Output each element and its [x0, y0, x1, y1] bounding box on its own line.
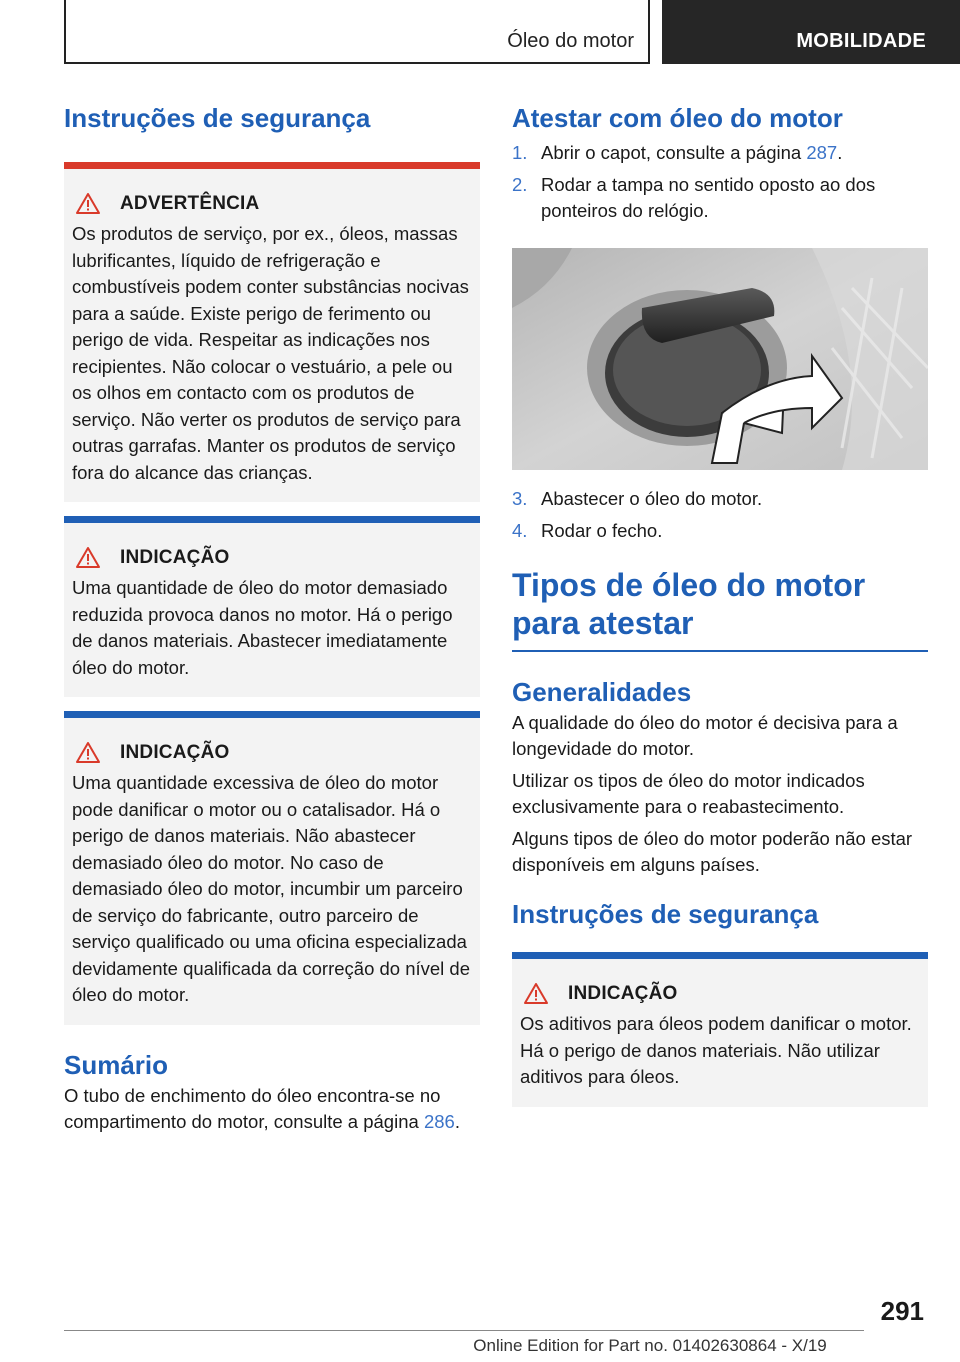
notice-callout — [512, 952, 928, 1107]
step-text: Abastecer o óleo do motor. — [541, 488, 763, 509]
heading-refill-oil: Atestar com óleo do motor — [512, 103, 843, 133]
step-item — [512, 518, 928, 544]
page-number: 291 — [880, 1296, 924, 1326]
general-paragraph-2: Utilizar os tipos de óleo do motor indicados exclusivamente para o reabastecimento. — [512, 770, 865, 817]
steps-list-a — [512, 140, 928, 224]
warning-triangle-icon — [524, 982, 560, 1006]
heading-summary: Sumário — [64, 1049, 169, 1080]
heading-safety-instructions: Instruções de segurança — [64, 103, 371, 133]
oil-cap-illustration — [512, 248, 928, 470]
callout-text: Os aditivos para óleos podem danificar o motor. Há o perigo de danos materiais. Não utilizar aditivos para óleos. — [520, 1013, 912, 1087]
callout-title: INDICAÇÃO — [120, 742, 230, 763]
heading-general: Generalidades — [512, 677, 692, 707]
right-column — [512, 100, 928, 1107]
callout-text: Uma quantidade excessiva de óleo do motor pode danificar o motor ou o catalisador. Há o perigo de danos materiais. Não abastecer demasiado óleo do motor. No caso de demasiado óleo do motor, incumbir um parceiro de serviço do fabricante, outro parceiro de serviço qualificado ou uma oficina especializada devidamente qualificada da correção do nível de óleo do motor. — [72, 772, 471, 1005]
header-topic-box — [64, 0, 650, 64]
header-section-tab — [662, 0, 960, 64]
header-section-label: MOBILIDADE — [796, 30, 926, 52]
step-body: Abrir o capot, consulte a página — [541, 142, 807, 163]
steps-list-b — [512, 486, 928, 544]
page-link-287[interactable]: 287 — [806, 142, 838, 163]
step-text: Rodar o fecho. — [541, 520, 663, 541]
step-number: 3. — [512, 488, 528, 509]
callout-title: ADVERTÊNCIA — [120, 193, 260, 214]
step-item — [512, 172, 928, 224]
warning-triangle-icon — [76, 192, 112, 216]
callout-text: Os produtos de serviço, por ex., óleos, massas lubrificantes, líquido de refrigeração e combustíveis podem conter substâncias nocivas para a saúde. Existe perigo de ferimento ou perigo de vida. Respeitar as indicações nos recipientes. Não colocar o vestuário, a pele ou os olhos em contacto com os produtos de serviço. Não verter os produtos de serviço para outras garrafas. Manter os produtos de serviço fora do alcance das crianças. — [72, 223, 469, 483]
summary-end: . — [454, 1110, 460, 1132]
step-text — [541, 140, 842, 166]
page-header — [0, 0, 960, 66]
header-topic: Óleo do motor — [507, 30, 634, 52]
summary-body: O tubo de enchimento do óleo encontra-se no compartimento do motor, consulte a página — [64, 1084, 441, 1132]
summary-text — [64, 1083, 480, 1135]
oil-cap-image — [512, 248, 928, 470]
footer-edition: Online Edition for Part no. 01402630864 - X/19 — [473, 1336, 827, 1355]
warning-callout — [64, 162, 480, 502]
footer-divider — [64, 1330, 864, 1331]
general-paragraph-1: A qualidade do óleo do motor é decisiva para a longevidade do motor. — [512, 712, 898, 759]
heading-safety-instructions-2: Instruções de segurança — [512, 899, 819, 929]
callout-title: INDICAÇÃO — [120, 547, 230, 568]
warning-triangle-icon — [76, 741, 112, 765]
notice-callout — [64, 711, 480, 1025]
heading-rule — [512, 650, 928, 652]
step-end: . — [837, 142, 843, 163]
heading-oil-types: Tipos de óleo do motor para atestar — [512, 567, 866, 641]
warning-triangle-icon — [76, 546, 112, 570]
callout-title: INDICAÇÃO — [568, 983, 678, 1004]
callout-text: Uma quantidade de óleo do motor demasiado reduzida provoca danos no motor. Há o perigo de danos materiais. Abastecer imediatamente óleo do motor. — [72, 577, 453, 678]
page-link-286[interactable]: 286 — [423, 1110, 455, 1132]
left-column — [64, 100, 480, 1135]
notice-callout — [64, 516, 480, 697]
step-text: Rodar a tampa no sentido oposto ao dos ponteiros do relógio. — [541, 174, 876, 221]
step-item — [512, 140, 928, 166]
general-paragraph-3: Alguns tipos de óleo do motor poderão não estar disponíveis em alguns países. — [512, 828, 913, 875]
step-number: 2. — [512, 174, 528, 195]
step-item — [512, 486, 928, 512]
step-number: 4. — [512, 520, 528, 541]
step-number: 1. — [512, 142, 528, 163]
